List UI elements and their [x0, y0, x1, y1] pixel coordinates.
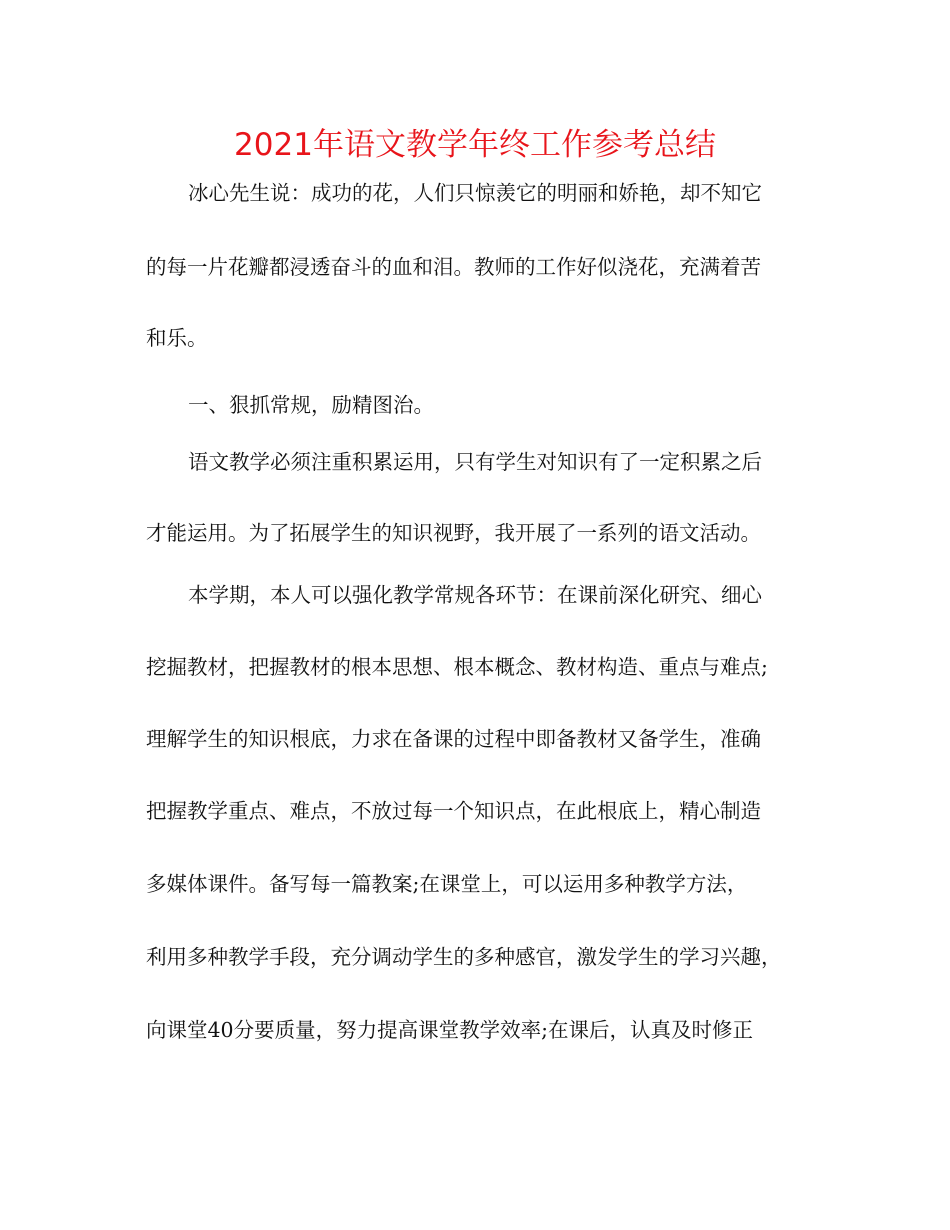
body-line-1: 冰心先生说：成功的花，人们只惊羡它的明丽和娇艳，却不知它: [188, 181, 762, 205]
body-line-5: 语文教学必须注重积累运用，只有学生对知识有了一定积累之后: [188, 450, 762, 474]
body-line-6: 才能运用。为了拓展学生的知识视野，我开展了一系列的语文活动。: [146, 521, 761, 545]
body-line-13: 向课堂40分要质量，努力提高课堂教学效率;在课后，认真及时修正: [146, 1018, 753, 1042]
body-line-2: 的每一片花瓣都浸透奋斗的血和泪。教师的工作好似浇花，充满着苦: [146, 255, 761, 279]
body-line-9: 理解学生的知识根底，力求在备课的过程中即备教材又备学生，准确: [146, 727, 761, 751]
section-heading-1: 一、狠抓常规，励精图治。: [188, 393, 434, 417]
body-line-11: 多媒体课件。备写每一篇教案;在课堂上，可以运用多种教学方法，: [146, 872, 748, 896]
body-line-8: 挖掘教材，把握教材的根本思想、根本概念、教材构造、重点与难点;: [146, 655, 768, 679]
body-line-10: 把握教学重点、难点，不放过每一个知识点，在此根底上，精心制造: [146, 799, 761, 823]
document-title: 2021年语文教学年终工作参考总结: [234, 127, 716, 163]
body-line-3: 和乐。: [146, 326, 208, 350]
body-line-12: 利用多种教学手段，充分调动学生的多种感官，激发学生的学习兴趣，: [146, 945, 782, 969]
body-line-7: 本学期，本人可以强化教学常规各环节：在课前深化研究、细心: [188, 583, 762, 607]
